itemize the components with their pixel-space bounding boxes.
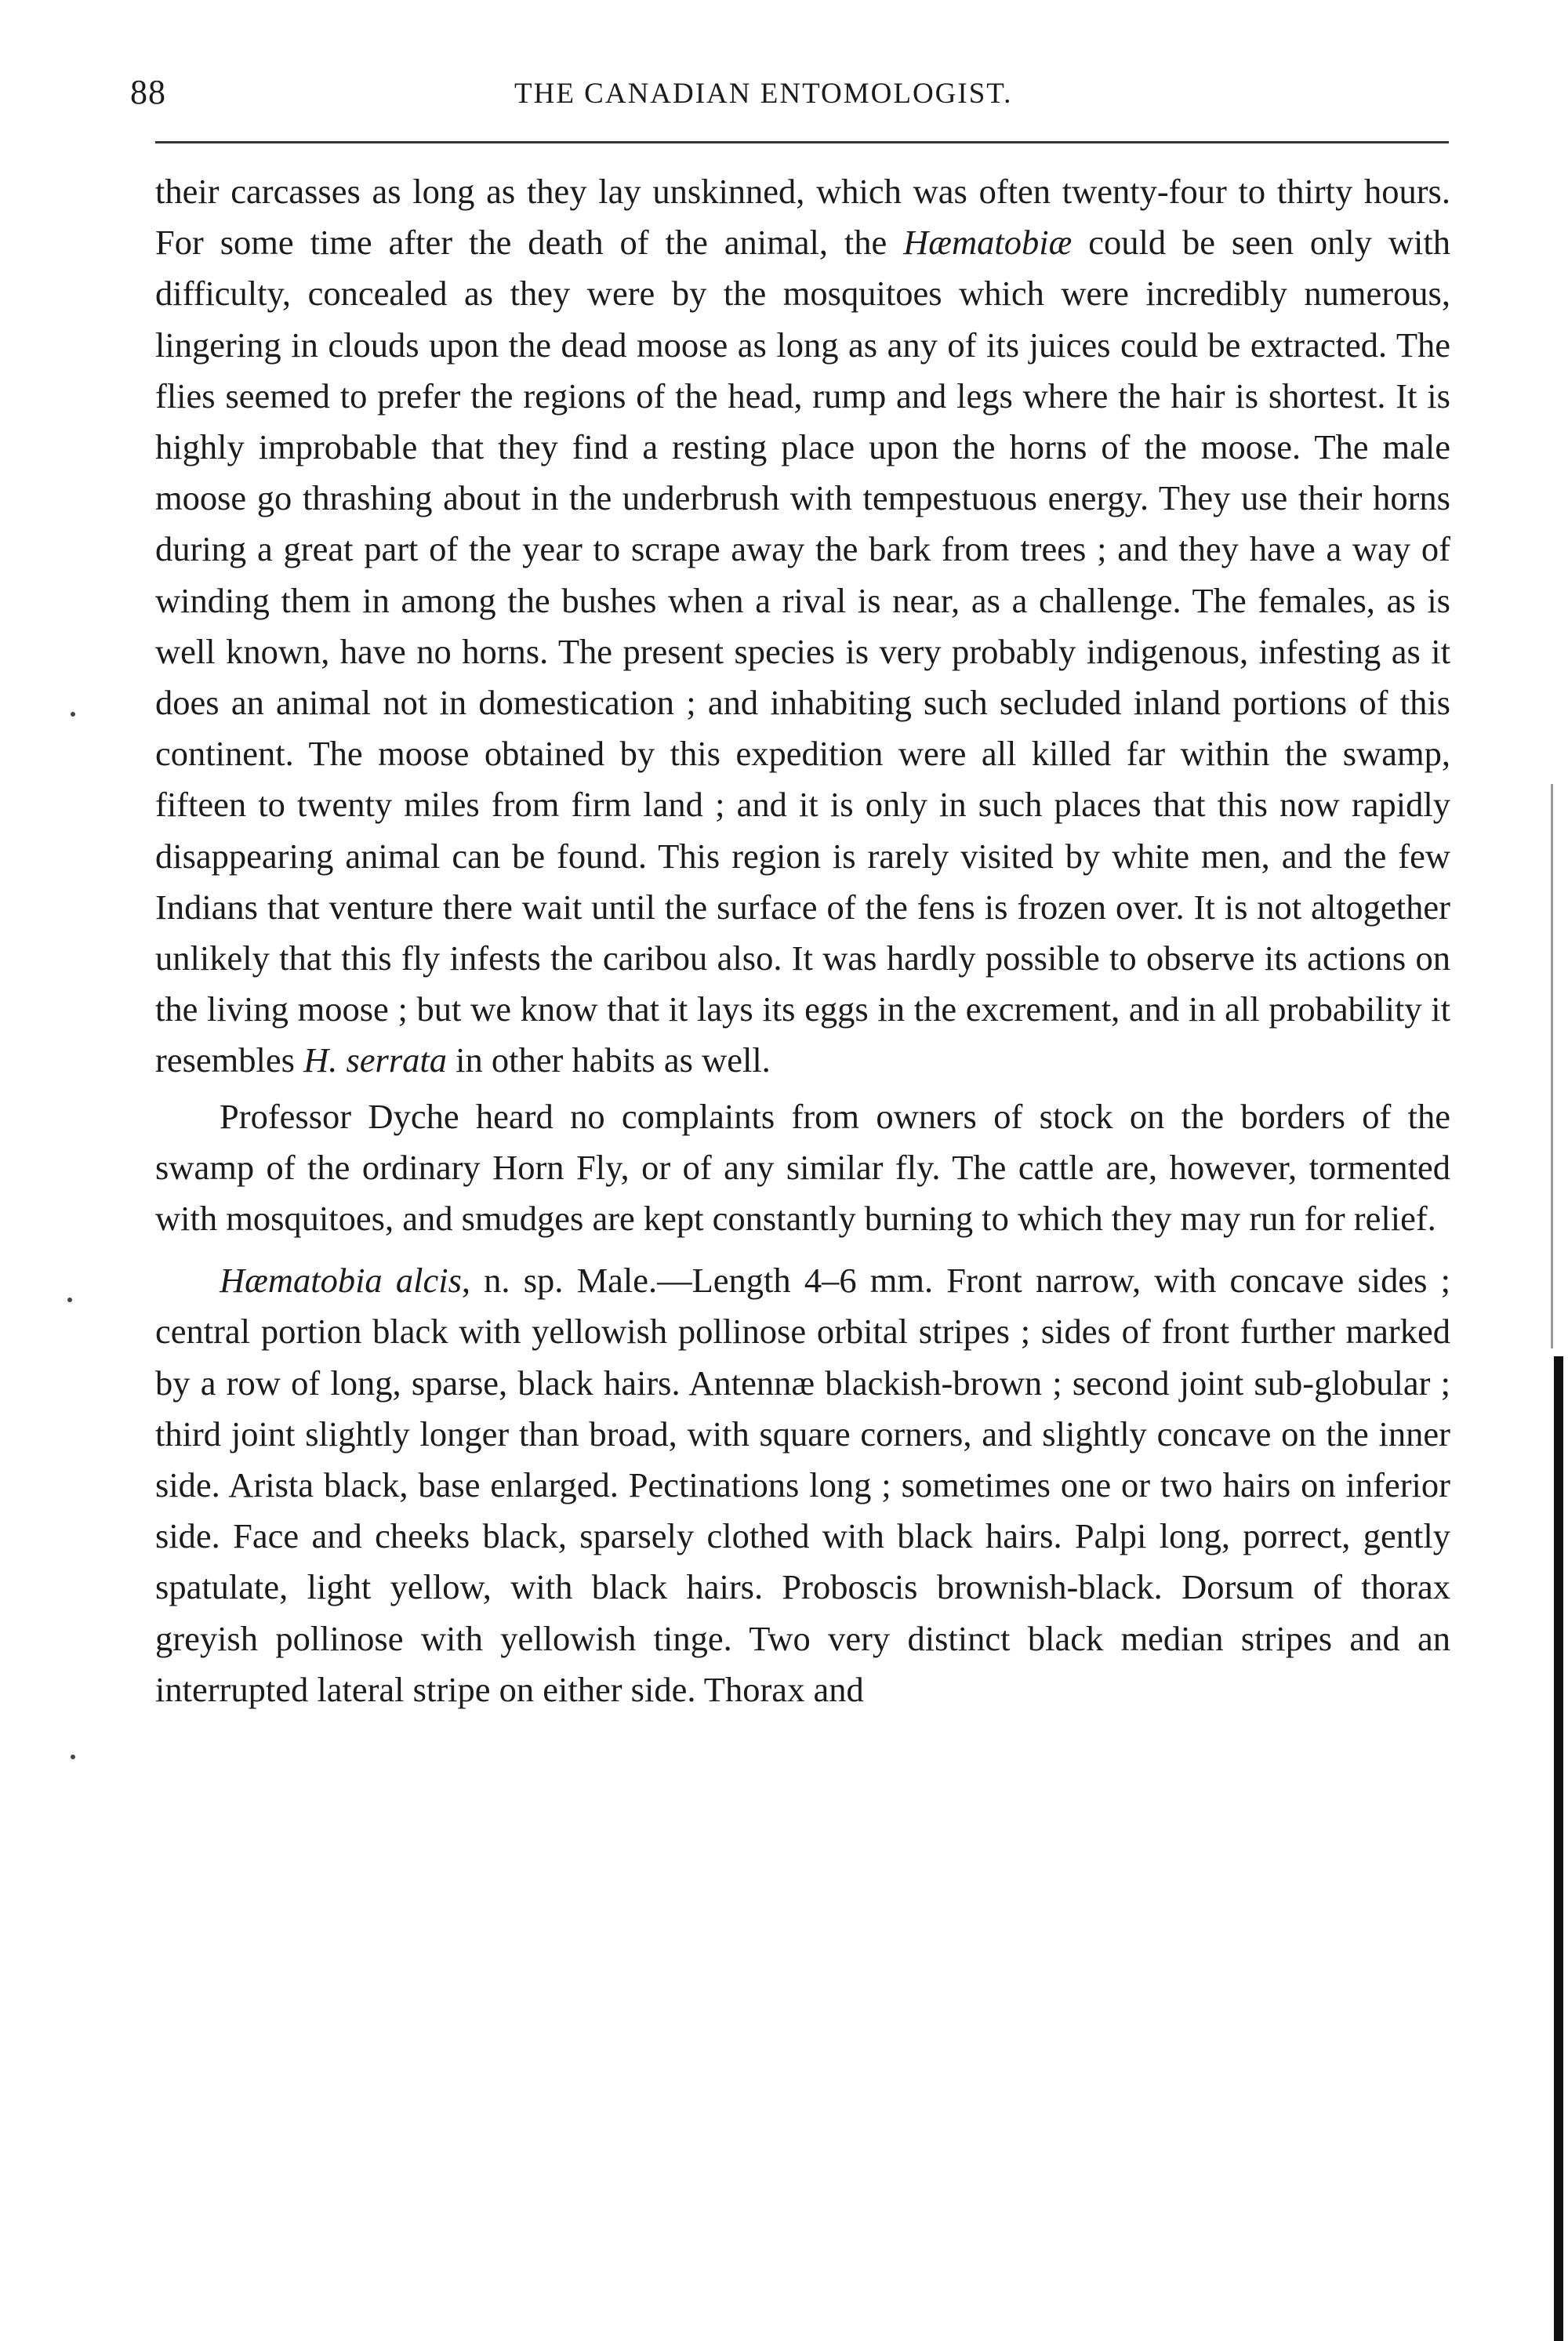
text-segment: in other habits as well. [447, 1040, 771, 1080]
running-title: THE CANADIAN ENTOMOLOGIST. [514, 78, 1013, 110]
text-segment: Professor Dyche heard no complaints from owners of stock on the borders of the swamp of the ordinary Horn Fly, or of any similar fly. The cattle are, however, tormented with mosquitoes, and smudges are kept constantly burning to which they may run for relief. [155, 1096, 1450, 1239]
paragraph-1 [155, 166, 1450, 1087]
page-number: 88 [130, 73, 166, 111]
margin-dot [67, 1298, 72, 1302]
margin-dot [71, 1755, 75, 1759]
paragraph-2 [155, 1091, 1450, 1245]
header-rule [155, 141, 1449, 143]
body-text [155, 166, 1450, 1715]
text-segment: could be seen only with difficulty, concealed as they were by the mosquitoes which were incredibly numerous, lingering in clouds upon the dead moose as long as any of its juices could be extracted. The flies seemed to prefer the regions of the head, rump and legs where the hair is shortest. It is highly improbable that they find a resting place upon the horns of the moose. The male moose go thrashing about in the underbrush with tempestuous energy. They use their horns during a great part of the year to scrape away the bark from trees ; and they have a way of winding them in among the bushes when a rival is near, as a challenge. The females, as is well known, have no horns. The present species is very probably indigenous, infesting as it does an animal not in domestication ; and inhabiting such secluded inland portions of this continent. The moose obtained by this expedition were all killed far within the swamp, fifteen to twenty miles from firm land ; and it is only in such places that this now rapidly disappearing animal can be found. This region is rarely visited by white men, and the few Indians that venture there wait until the surface of the fens is frozen over. It is not altogether unlikely that this fly infests the caribou also. It was hardly possible to observe its actions on the living moose ; but we know that it lays its eggs in the excrement, and in all probability it resembles [155, 223, 1450, 1080]
genus-name-italic: Hæmatobiæ [903, 223, 1073, 263]
text-segment: , n. sp. Male.—Length 4–6 mm. Front narrow, with concave sides ; central portion black with yellowish pollinose orbital stripes ; sides of front further marked by a row of long, sparse, black hairs. Antennæ blackish-brown ; second joint sub-globular ; third joint slightly longer than broad, with square corners, and slightly concave on the inner side. Arista black, base enlarged. Pectinations long ; sometimes one or two hairs on inferior side. Face and cheeks black, sparsely clothed with black hairs. Palpi long, porrect, gently spatulate, light yellow, with black hairs. Proboscis brownish-black. Dorsum of thorax greyish pollinose with yellowish tinge. Two very distinct black median stripes and an interrupted lateral stripe on either side. Thorax and [155, 1261, 1450, 1709]
species-heading-italic: Hæmatobia alcis [220, 1261, 462, 1301]
text-segment: their carcasses as long as they lay unskinned, which was often twenty-four to thirty hours. For some time after the death of the animal, the [155, 172, 1450, 263]
species-name-italic: H. serrata [303, 1040, 448, 1080]
paragraph-3-species-description [155, 1255, 1450, 1715]
scan-edge-shadow [1551, 784, 1553, 1348]
margin-dot [71, 712, 75, 717]
page-header [130, 72, 1447, 119]
scan-edge-bar [1554, 1356, 1563, 2341]
